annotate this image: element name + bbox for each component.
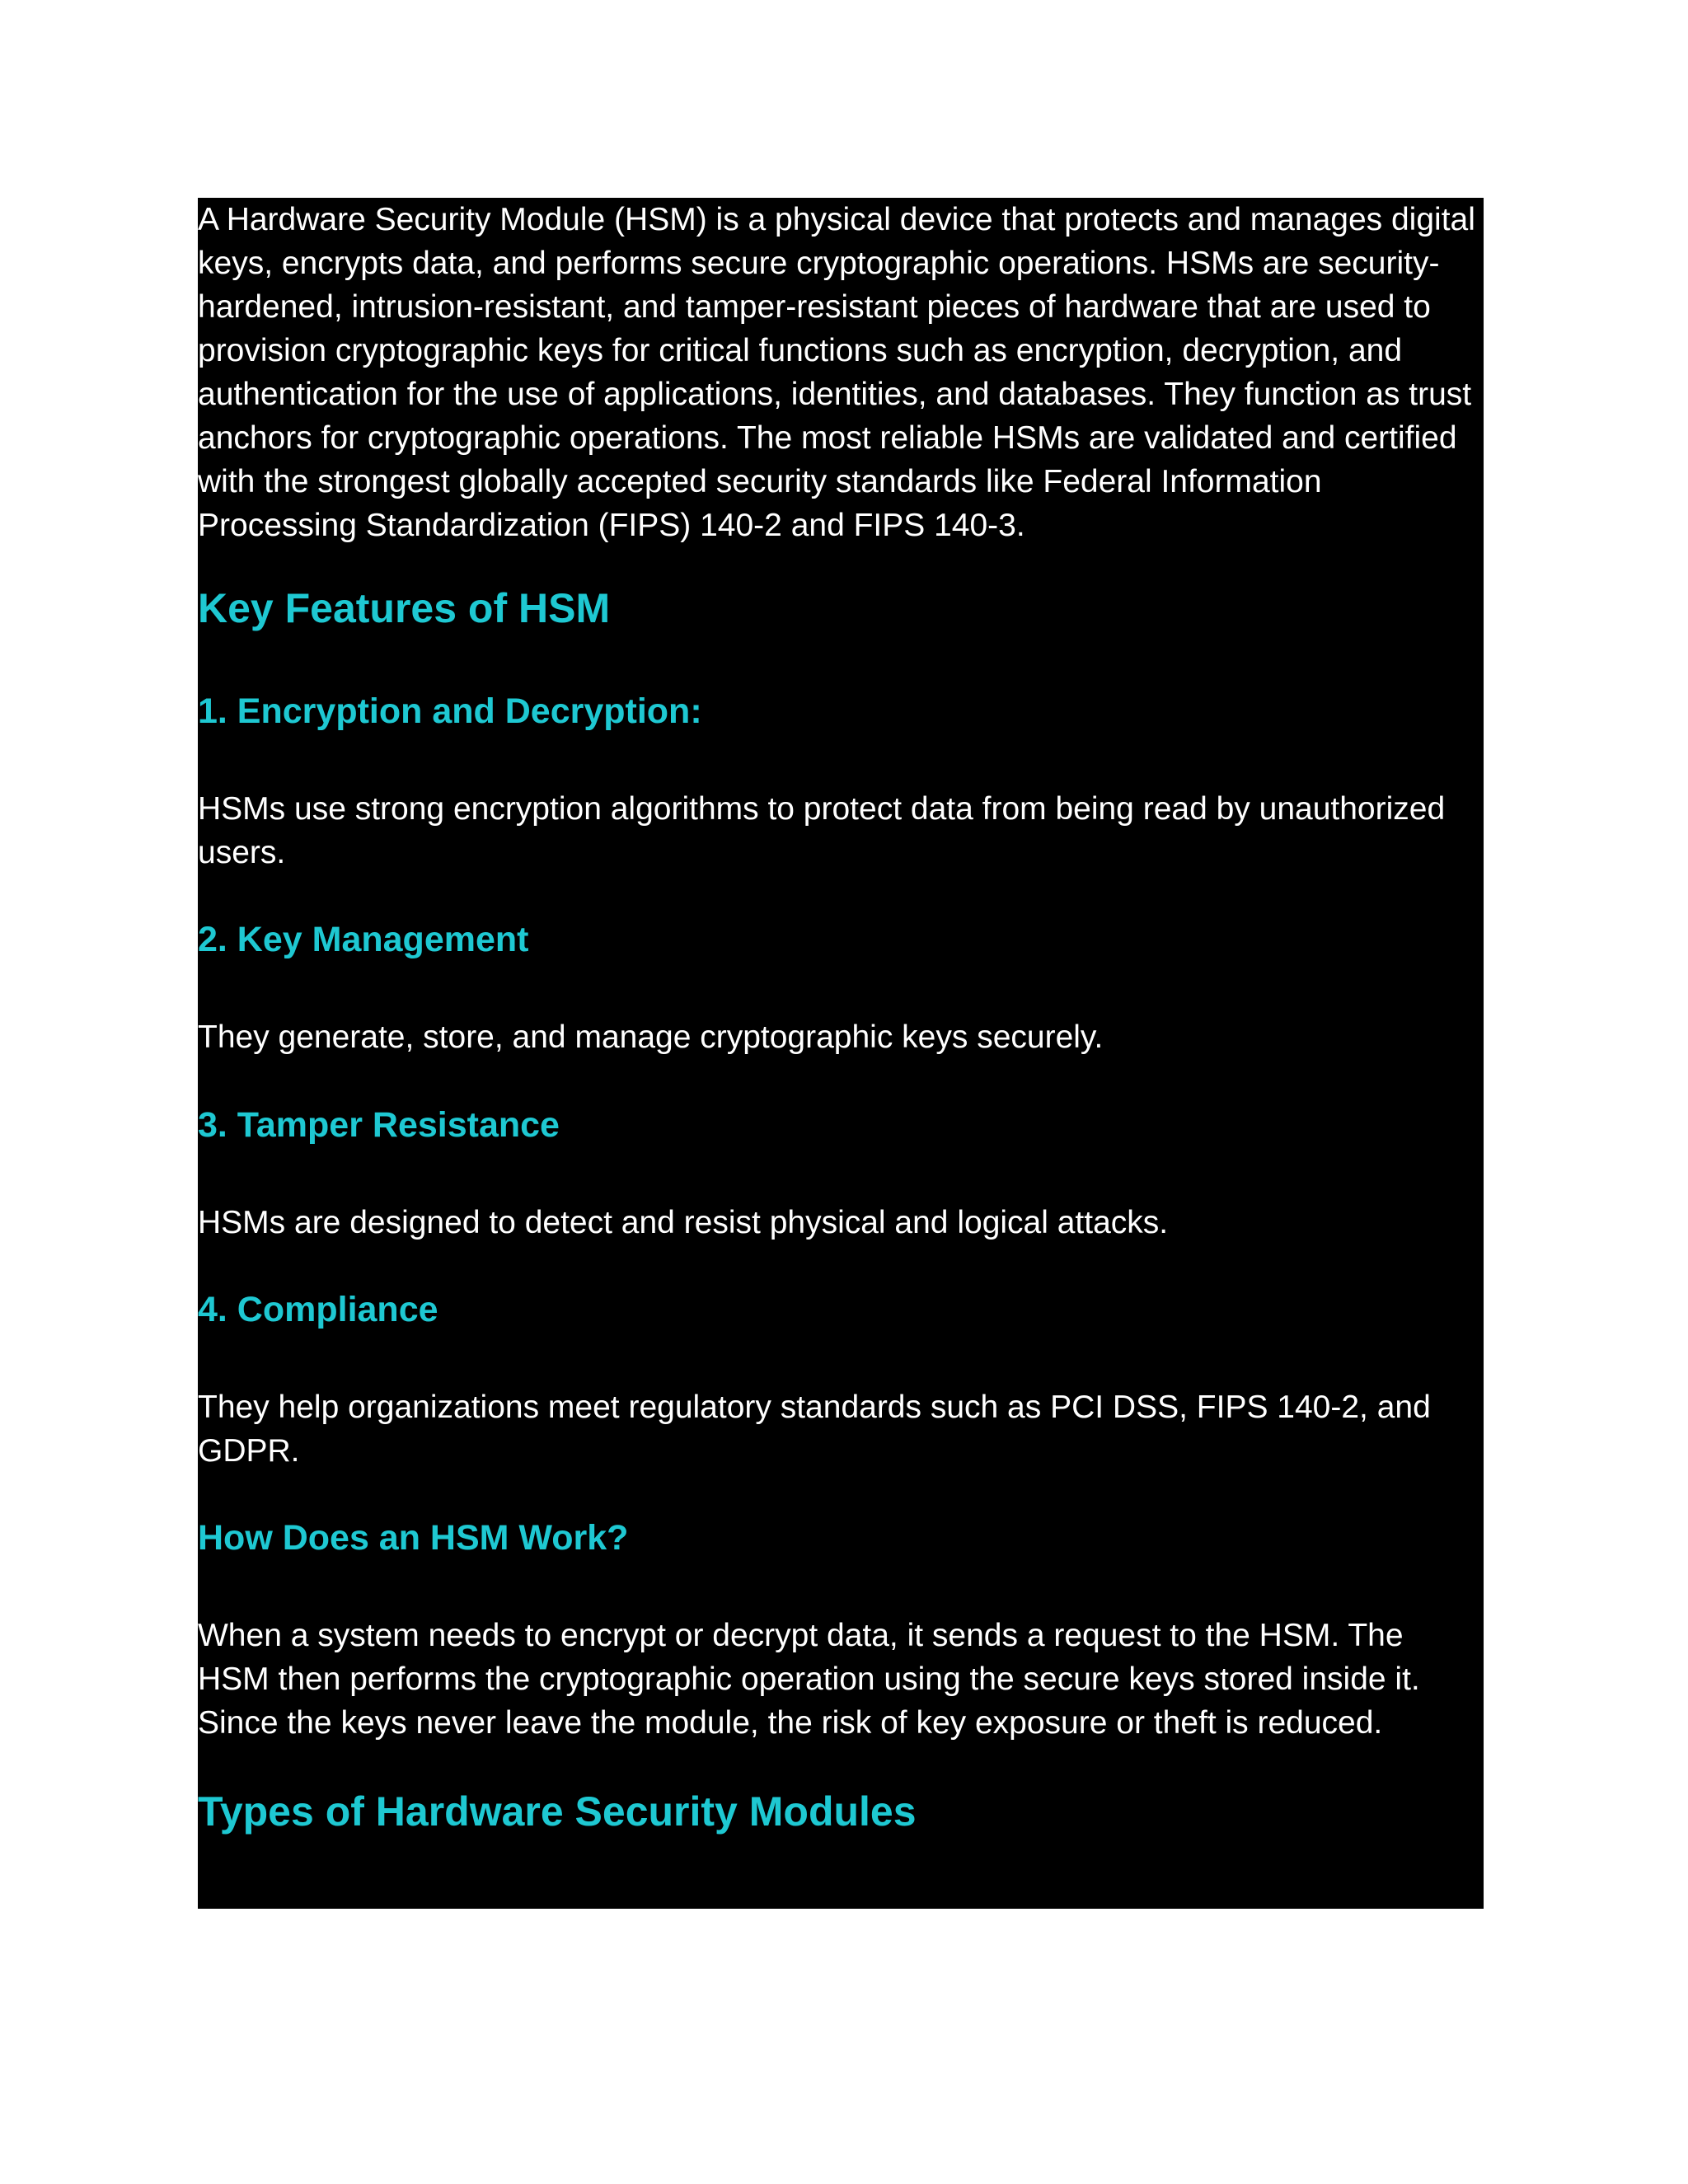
feature-title-key-management: 2. Key Management [198,920,529,959]
feature-body-tamper-resistance: HSMs are designed to detect and resist physical and logical attacks. [198,1205,1169,1240]
types-of-hsm-heading: Types of Hardware Security Modules [198,1788,917,1835]
feature-body-key-management: They generate, store, and manage cryptographic keys securely. [198,1019,1104,1055]
intro-paragraph: A Hardware Security Module (HSM) is a physical device that protects and manages digital keys, encrypts data, and performs secure cryptographic operations. HSMs are security-hardened, intrusion-resistant, and tamper-resistant pieces of hardware that are used to provision cryptographic keys for critical functions such as encryption, decryption, and authentication for the use of applications, identities, and databases. They function as trust anchors for cryptographic operations. The most reliable HSMs are validated and certified with the strongest globally accepted security standards like Federal Information Processing Standardization (FIPS) 140-2 and FIPS 140-3. [198,202,1475,543]
how-hsm-works-heading: How Does an HSM Work? [198,1518,629,1558]
feature-title-tamper-resistance: 3. Tamper Resistance [198,1105,560,1145]
feature-body-compliance: They help organizations meet regulatory standards such as PCI DSS, FIPS 140-2, and GDPR. [198,1390,1431,1469]
how-hsm-works-body: When a system needs to encrypt or decrypt data, it sends a request to the HSM. The HSM then performs the cryptographic operation using the secure keys stored inside it. Since the keys never leave the module, the risk of key exposure or theft is reduced. [198,1618,1420,1741]
feature-title-encryption: 1. Encryption and Decryption: [198,691,702,731]
feature-body-encryption: HSMs use strong encryption algorithms to protect data from being read by unauthorized users. [198,791,1446,870]
key-features-heading: Key Features of HSM [198,585,611,631]
feature-title-compliance: 4. Compliance [198,1290,438,1329]
document-content-block [198,198,1484,1909]
